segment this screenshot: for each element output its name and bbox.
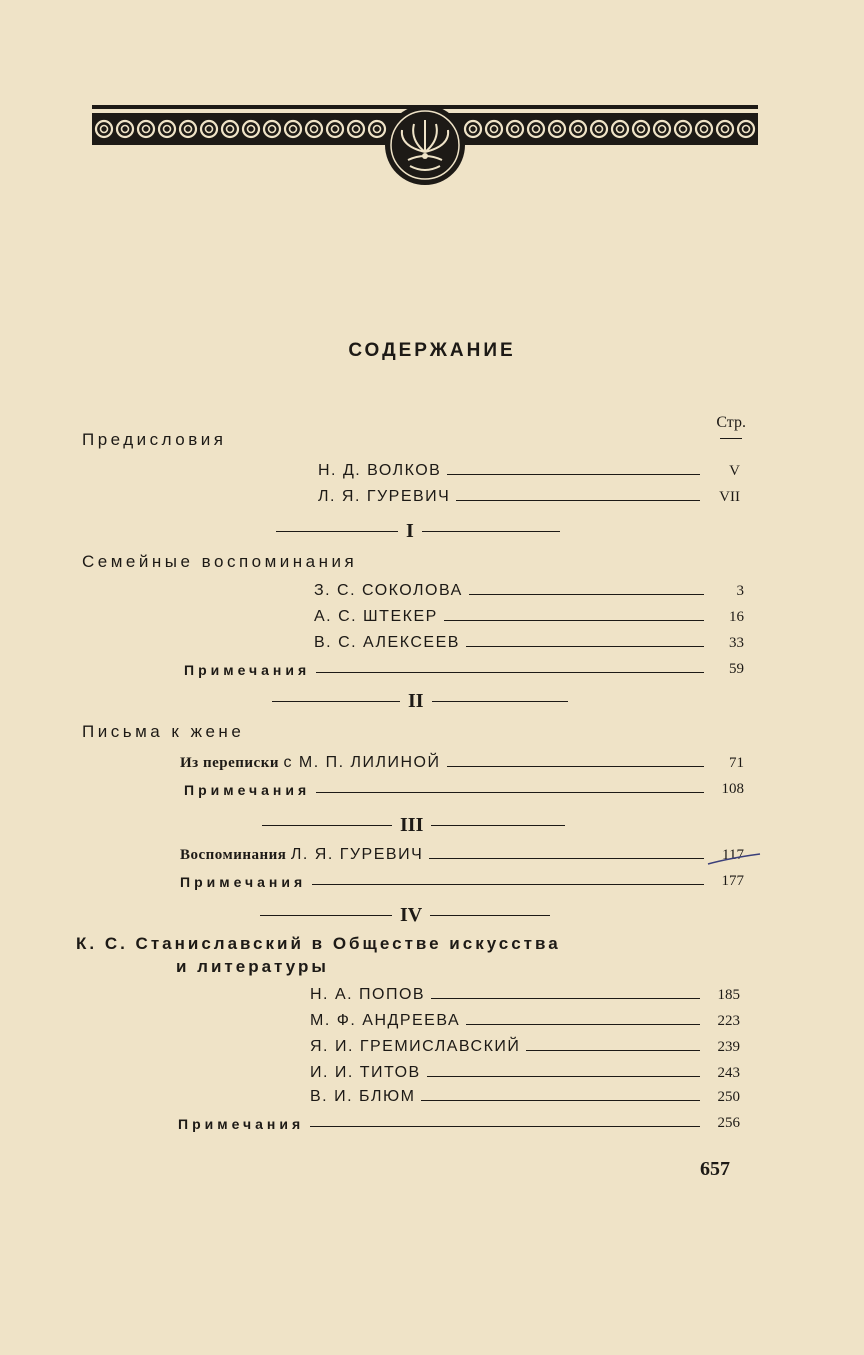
section-heading-letters: Письма к жене: [82, 722, 245, 741]
toc-entry: Л. Я. ГУРЕВИЧ VII: [318, 488, 740, 505]
part-divider-1: I: [276, 520, 560, 542]
pen-mark: [690, 840, 770, 880]
toc-entry: И. И. ТИТОВ 243: [310, 1064, 740, 1081]
toc-entry: Я. И. ГРЕМИСЛАВСКИЙ 239: [310, 1038, 740, 1055]
toc-entry: Из переписки с М. П. ЛИЛИНОЙ 71: [180, 754, 744, 771]
toc-entry-notes: Примечания 256: [178, 1115, 740, 1132]
page-column-header: Стр.: [716, 414, 746, 439]
part-divider-4: IV: [260, 904, 550, 926]
section-heading-society: К. С. Станиславский в Обществе искусства и литературы: [76, 934, 561, 976]
section-heading-family-memoirs: Семейные воспоминания: [82, 552, 358, 571]
page-title: СОДЕРЖАНИЕ: [348, 340, 516, 361]
header-ornament: [92, 100, 758, 190]
toc-entry: З. С. СОКОЛОВА 3: [314, 582, 744, 599]
toc-entry: Воспоминания Л. Я. ГУРЕВИЧ 117: [180, 846, 744, 863]
toc-entry-notes: Примечания 177: [180, 873, 744, 890]
section-heading-prefaces: Предисловия: [82, 430, 227, 449]
page-number: 657: [700, 1158, 730, 1180]
palmette-medallion-icon: [385, 105, 465, 185]
toc-entry-notes: Примечания 59: [184, 661, 744, 678]
toc-entry: В. С. АЛЕКСЕЕВ 33: [314, 634, 744, 651]
toc-entry: Н. Д. ВОЛКОВ V: [318, 462, 740, 479]
part-divider-3: III: [262, 814, 565, 836]
toc-entry: А. С. ШТЕКЕР 16: [314, 608, 744, 625]
toc-entry: Н. А. ПОПОВ 185: [310, 986, 740, 1003]
toc-entry-notes: Примечания 108: [184, 781, 744, 798]
toc-entry: М. Ф. АНДРЕЕВА 223: [310, 1012, 740, 1029]
part-divider-2: II: [272, 690, 568, 712]
toc-entry: В. И. БЛЮМ 250: [310, 1088, 740, 1105]
